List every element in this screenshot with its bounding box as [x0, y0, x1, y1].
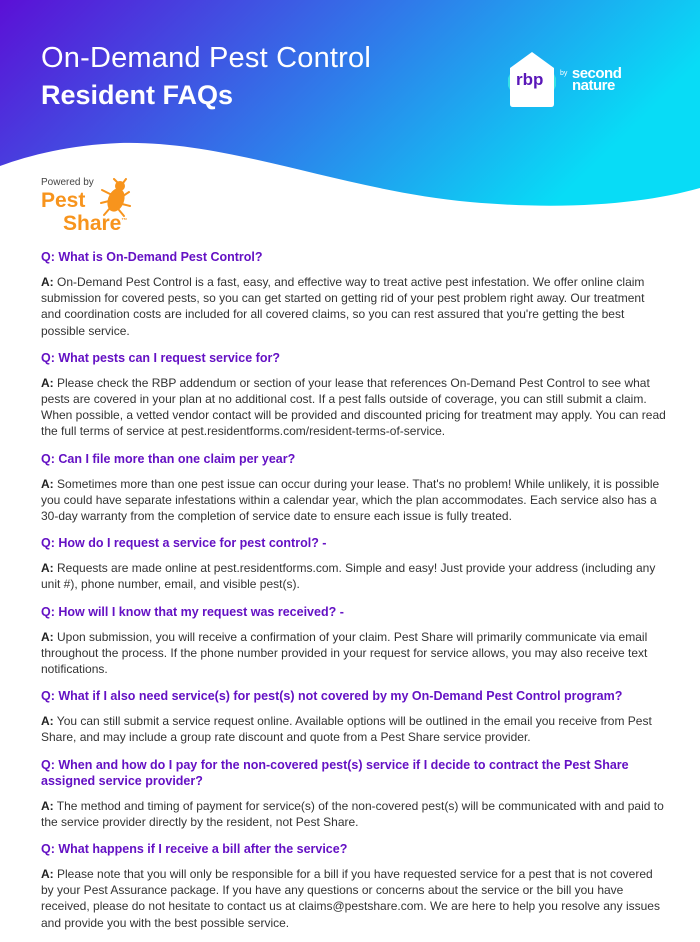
answer-text: On-Demand Pest Control is a fast, easy, and effective way to treat active pest infestation. We offer online claim submission for covered pests, so you can get started on getting rid of your pest problem right away. Our treatment and coordination costs are included for all covered claims, so you can rest assured that you're getting the best possible service. — [41, 275, 645, 338]
answer-prefix: A: — [41, 561, 54, 576]
faq-question: Q: How will I know that my request was received? - — [41, 604, 344, 619]
answer-prefix: A: — [41, 798, 54, 813]
faq-question: Q: How do I request a service for pest control? - — [41, 536, 327, 551]
faq-question: Q: What happens if I receive a bill after the service? — [41, 842, 348, 857]
faq-question: Q: What if I also need service(s) for pest(s) not covered by my On-Demand Pest Control program? — [41, 689, 623, 704]
faq-answer — [41, 476, 666, 525]
share-word: Share — [63, 212, 122, 235]
bug-icon — [98, 178, 132, 218]
answer-text: Please check the RBP addendum or section of your lease that references On-Demand Pest Control to see what pests are covered in your plan at no additional cost. If a pest falls outside of coverage, you can still submit a claim. When possible, a vetted vendor contact will be provided and discounted pricing for treatment may apply. You can read the full terms of service at pest.residentforms.com/resident-terms-of-service. — [41, 375, 666, 439]
faq-question: Q: When and how do I pay for the non-covered pest(s) service if I decide to contract the Pest Share assigned service provider? — [41, 757, 629, 788]
page-title-line1: On-Demand Pest Control — [41, 42, 371, 74]
answer-prefix: A: — [41, 714, 54, 729]
faq-answer — [41, 713, 666, 745]
trademark: ™ — [121, 218, 128, 224]
powered-by-label: Powered by — [41, 177, 94, 188]
second-label: second — [571, 65, 622, 82]
answer-text: The method and timing of payment for service(s) of the non-covered pest(s) will be communicated with and paid to the service provider directly by the resident, not Pest Share. — [41, 798, 664, 829]
by-label: by — [560, 70, 568, 77]
faq-answer — [41, 866, 666, 931]
faq-answer — [41, 274, 666, 339]
answer-prefix: A: — [41, 375, 54, 390]
faq-item — [41, 757, 666, 830]
answer-text: Upon submission, you will receive a confirmation of your claim. Pest Share will primarily communicate via email throughout the process. If the phone number provided in your request for service allows, you may also receive text notifications. — [41, 629, 648, 677]
answer-text: Sometimes more than one pest issue can occur during your lease. That's no problem! While unlikely, it is possible you could have separate infestations within a calendar year, which the plan accommodates. Each service also has a 30-day warranty from the completion of service date to ensure each issue is fully treated. — [41, 476, 660, 524]
faq-item — [41, 350, 666, 440]
answer-prefix: A: — [41, 476, 54, 491]
answer-text: You can still submit a service request online. Available options will be outlined in the email you receive from Pest Share, and may include a group rate discount and quote from a Pest Share service provider. — [41, 714, 652, 745]
pest-word: Pest — [41, 189, 86, 212]
faq-answer — [41, 798, 666, 830]
faq-item — [41, 841, 666, 931]
rbp-logo-text: rbp — [516, 70, 544, 89]
faq-item — [41, 688, 666, 745]
faq-question: Q: What is On-Demand Pest Control? — [41, 250, 263, 264]
faq-list — [41, 249, 666, 942]
faq-answer — [41, 375, 666, 440]
faq-question: Q: What pests can I request service for? — [41, 350, 280, 365]
answer-prefix: A: — [41, 629, 54, 644]
faq-item — [41, 535, 666, 592]
faq-item — [41, 604, 666, 678]
faq-answer — [41, 629, 666, 678]
faq-question: Q: Can I file more than one claim per year? — [41, 451, 296, 466]
faq-item — [41, 451, 666, 525]
second-nature-logo — [560, 65, 622, 94]
page-title-line2: Resident FAQs — [41, 80, 234, 110]
nature-label: nature — [572, 77, 615, 94]
answer-text: Please note that you will only be responsible for a bill if you have requested service for a pest that is not covered by your Pest Assurance package. If you have any questions or concerns about the service or the bill you have received, please do not hesitate to contact us at claims@pestshare.com. We are here to help you resolve any issues and provide you with the best possible service. — [41, 867, 660, 930]
answer-prefix: A: — [41, 867, 54, 882]
faq-answer — [41, 560, 666, 592]
answer-prefix: A: — [41, 275, 54, 289]
answer-text: Requests are made online at pest.residentforms.com. Simple and easy! Just provide your address (including any unit #), phone number, email, and visible pest(s). — [41, 561, 656, 592]
faq-item — [41, 249, 666, 339]
